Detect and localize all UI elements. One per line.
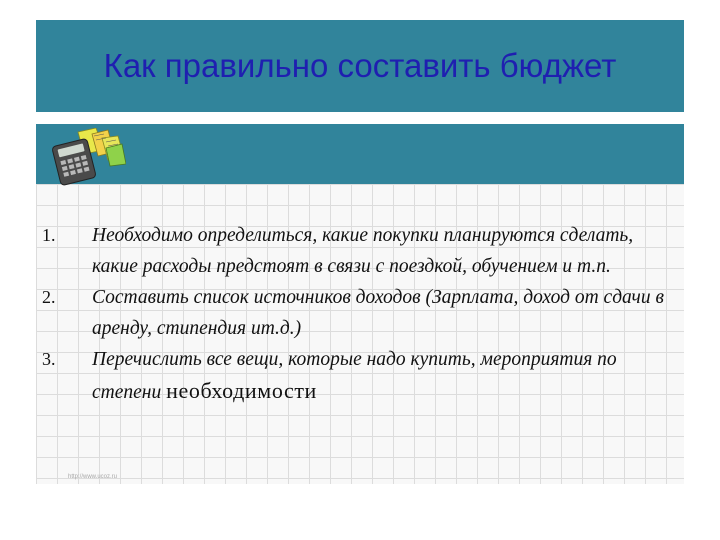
header-bar: [36, 124, 684, 184]
list-item-text: Составить список источников доходов (Зарплата, доход от сдачи в аренду, стипендия ит.д.): [92, 287, 664, 339]
list-item: [40, 344, 680, 408]
list-item-text: Перечислить все вещи, которые надо купить, мероприятия по степени: [92, 349, 617, 403]
list-item-text: Необходимо определиться, какие покупки планируются сделать, какие расходы предстоят в связи с поездкой, обучением и т.п.: [92, 225, 634, 277]
slide-title: Как правильно составить бюджет: [103, 47, 617, 84]
emphasized-word: необходимости: [166, 378, 317, 403]
calculator-icon: [48, 128, 126, 186]
list-item: [40, 220, 680, 282]
numbered-list: [40, 220, 680, 408]
list-number: 1.: [42, 225, 56, 245]
list-item: [40, 282, 680, 344]
list-number: 3.: [42, 349, 56, 369]
footer-url: http://www.ucoz.ru: [68, 474, 118, 480]
list-number: 2.: [42, 287, 56, 307]
